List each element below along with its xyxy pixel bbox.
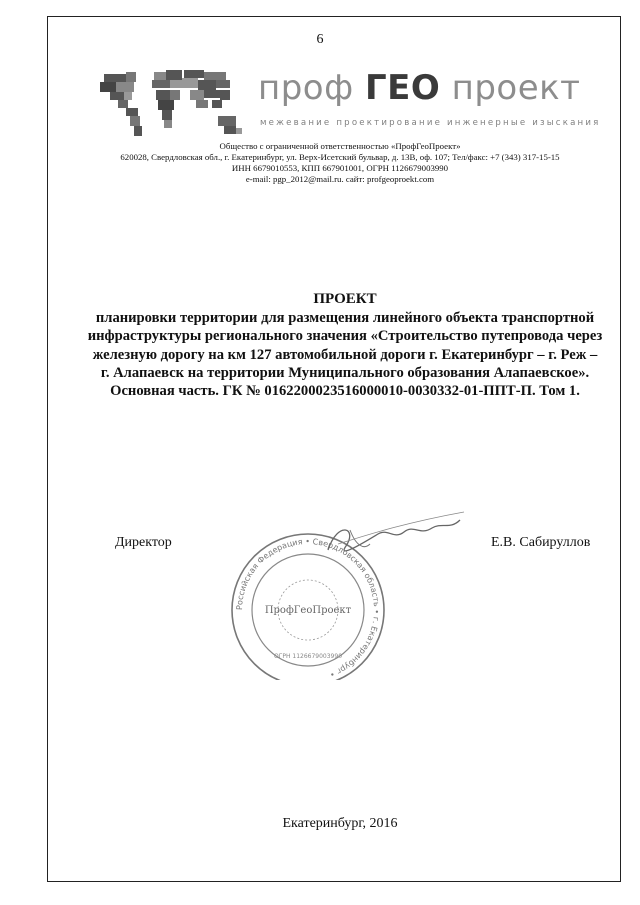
stamp-bottom-text: ОГРН 1126679003990	[273, 653, 343, 660]
world-map-logo-icon	[96, 64, 248, 144]
org-name: Общество с ограниченной ответственностью «ПрофГеоПроект»	[219, 141, 461, 151]
org-registration-ids: ИНН 6679010553, КПП 667901001, ОГРН 1126679003990	[231, 163, 449, 173]
org-contacts: e-mail: pgp_2012@mail.ru. сайт: profgeoproekt.com	[245, 174, 435, 184]
company-stamp	[228, 510, 478, 680]
organization-details	[0, 141, 640, 185]
logo-tagline: межевание проектирование инженерные изыскания	[260, 118, 601, 128]
title-line: Основная часть. ГК № 0162200023516000010-0030332-01-ППТ-П. Том 1.	[110, 383, 580, 400]
title-line: железную дорогу на км 127 автомобильной дороги г. Екатеринбург – г. Реж –	[92, 346, 598, 363]
signer-role: Директор	[115, 535, 172, 550]
title-line: инфраструктуры регионального значения «Строительство путепровода через	[87, 328, 603, 345]
page-number: 6	[316, 32, 324, 47]
document-title	[78, 290, 612, 400]
title-line: планировки территории для размещения линейного объекта транспортной	[95, 310, 595, 327]
company-logo-text: проф ГЕО проект	[258, 68, 581, 108]
signer-name: Е.В. Сабируллов	[491, 535, 591, 550]
signature-scribble	[328, 520, 460, 551]
title-line: г. Алапаевск на территории Муниципального образования Алапаевское».	[100, 364, 590, 381]
title-heading: ПРОЕКТ	[313, 291, 377, 307]
stamp-ring-text: Российская Федерация • Свердловская область • г. Екатеринбург •	[234, 536, 382, 680]
stamp-center-text: ПрофГеоПроект	[264, 605, 352, 616]
city-year: Екатеринбург, 2016	[282, 816, 398, 831]
org-address: 620028, Свердловская обл., г. Екатеринбург, ул. Верх-Исетский бульвар, д. 13В, оф. 107; Тел/факс: +7 (343) 317-15-15	[120, 152, 560, 162]
